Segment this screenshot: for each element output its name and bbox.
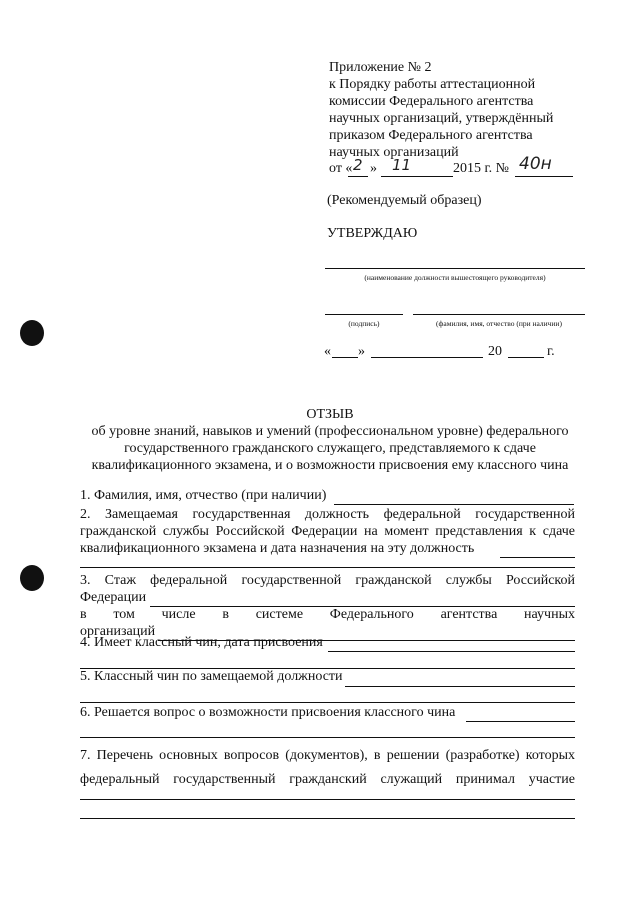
item-6-field-b[interactable] <box>80 737 575 738</box>
review-subtitle-2: государственного гражданского служащего, представляемого к сдаче <box>124 441 536 456</box>
name-caption: (фамилия, имя, отчество (при наличии) <box>436 319 562 328</box>
recommended-sample: (Рекомендуемый образец) <box>327 193 482 208</box>
item-2-field-a[interactable] <box>500 557 575 558</box>
review-title: ОТЗЫВ <box>306 407 354 422</box>
item-7-line-1: 7. Перечень основных вопросов (документов), в решении (разработке) которых <box>80 748 575 763</box>
item-4-field-a[interactable] <box>328 651 575 652</box>
item-6-field-a[interactable] <box>466 721 575 722</box>
position-caption: (наименование должности вышестоящего руководителя) <box>364 273 546 282</box>
name-line <box>413 314 585 315</box>
appendix-line-6: научных организаций <box>329 145 459 160</box>
item-2-line-3: квалификационного экзамена и дата назначения на эту должность <box>80 541 475 556</box>
item-1-label: 1. Фамилия, имя, отчество (при наличии) <box>80 488 327 503</box>
date-prefix: от « <box>329 161 353 176</box>
approve-year: 20 <box>488 344 502 359</box>
review-subtitle-3: квалификационного экзамена, и о возможности присвоения ему классного чина <box>91 458 569 473</box>
item-3-line-1: 3. Стаж федеральной государственной гражданской службы Российской <box>80 573 575 588</box>
item-5-field-b[interactable] <box>80 702 575 703</box>
date-year: 2015 г. № <box>453 161 510 176</box>
appendix-line-1: Приложение № 2 <box>329 60 432 75</box>
date-month: 11 <box>392 156 412 174</box>
appendix-line-5: приказом Федерального агентства <box>329 128 533 143</box>
appendix-line-2: к Порядку работы аттестационной <box>329 77 536 92</box>
item-2-line-2: гражданской службы Российской Федерации на момент представления к сдаче <box>80 524 575 539</box>
hole-punch-bottom <box>20 565 44 591</box>
position-line <box>325 268 585 269</box>
item-5-label: 5. Классный чин по замещаемой должности <box>80 669 343 684</box>
appendix-line-4: научных организаций, утверждённый <box>329 111 554 126</box>
item-3-line-3: в том числе в системе Федерального агентства научных <box>80 607 575 622</box>
item-6-label: 6. Решается вопрос о возможности присвоения классного чина <box>80 705 456 720</box>
item-7-field-b[interactable] <box>80 818 575 819</box>
item-4-label: 4. Имеет классный чин, дата присвоения <box>80 635 323 650</box>
appendix-line-3: комиссии Федерального агентства <box>329 94 534 109</box>
signature-line <box>325 314 403 315</box>
approve-date-line <box>324 343 584 363</box>
approve-date-open: « <box>324 344 331 359</box>
signature-caption: (подпись) <box>348 319 380 328</box>
item-2-field-b[interactable] <box>80 567 575 568</box>
item-7-line-2: федеральный государственный гражданский служащий принимал участие <box>80 772 575 787</box>
item-3-line-4: организаций <box>80 624 156 639</box>
item-1-field[interactable] <box>334 504 574 505</box>
approve-year-suffix: г. <box>547 344 555 359</box>
date-mid: » <box>370 161 377 176</box>
review-subtitle-1: об уровне знаний, навыков и умений (профессиональном уровне) федерального <box>91 424 569 439</box>
date-day: 2 <box>353 156 363 174</box>
order-number: 40н <box>519 154 552 174</box>
item-5-field-a[interactable] <box>345 686 575 687</box>
approve-title: УТВЕРЖДАЮ <box>327 226 418 241</box>
hole-punch-top <box>20 320 44 346</box>
order-date-line <box>329 154 579 180</box>
item-2-line-1: 2. Замещаемая государственная должность федеральной государственной <box>80 507 575 522</box>
item-7-field-a[interactable] <box>80 799 575 800</box>
approve-date-close: » <box>358 344 365 359</box>
item-3-line-2: Федерации <box>80 590 147 605</box>
